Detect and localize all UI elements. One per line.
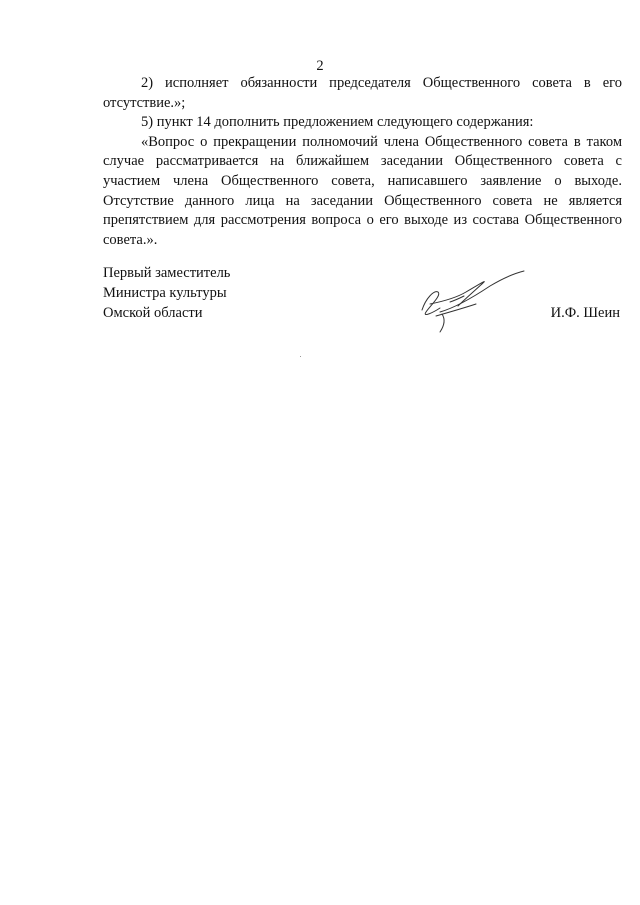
scan-speck <box>300 356 301 357</box>
handwritten-signature <box>400 268 540 338</box>
page-number: 2 <box>316 58 324 74</box>
paragraph-item-5: 5) пункт 14 дополнить предложением следующего содержания: <box>141 114 534 131</box>
position-line-2: Министра культуры <box>103 285 227 301</box>
paragraph-item-2: 2) исполняет обязанности председателя Общественного совета в его отсутствие.»; <box>103 75 622 111</box>
position-line-3: Омской области <box>103 305 203 321</box>
signatory-name: И.Ф. Шеин <box>550 305 620 321</box>
signatory-position <box>103 263 230 323</box>
paragraph-quote: «Вопрос о прекращении полномочий члена Общественного совета в таком случае рассматривается на ближайшем заседании Общественного совета с участием члена Общественного совета, написавшего заявление о выходе. Отсутствие данного лица на заседании Общественного совета не является препятствием для рассмотрения вопроса о его выходе из состава Общественного совета.». <box>103 133 622 248</box>
document-body <box>103 74 622 250</box>
position-line-1: Первый заместитель <box>103 265 231 281</box>
